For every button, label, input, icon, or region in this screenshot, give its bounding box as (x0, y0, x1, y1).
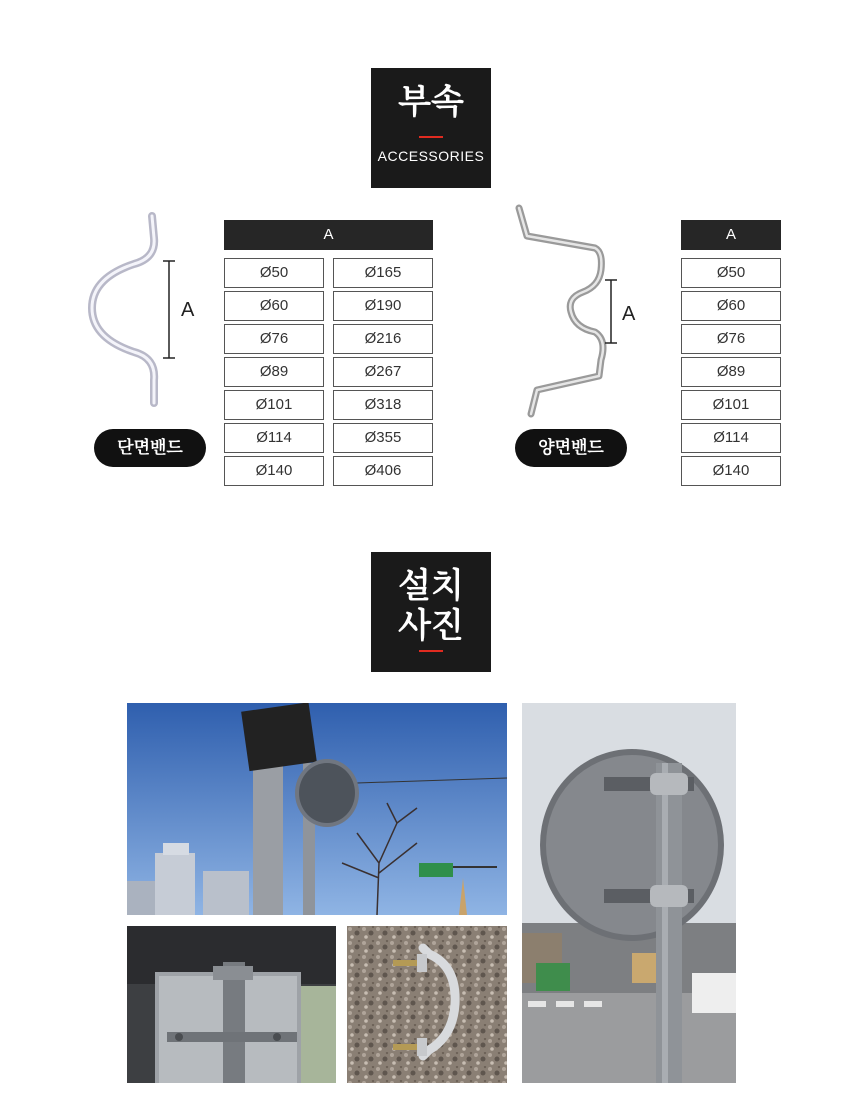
size-cell: Ø165 (333, 258, 433, 288)
size-cell: Ø140 (681, 456, 781, 486)
size-cell: Ø89 (681, 357, 781, 387)
size-cell: Ø60 (224, 291, 324, 321)
double-band-table-header: A (681, 220, 781, 250)
size-cell: Ø318 (333, 390, 433, 420)
accessories-title-box (371, 68, 491, 188)
install-title-divider (419, 650, 443, 652)
size-cell: Ø76 (681, 324, 781, 354)
size-cell: Ø101 (224, 390, 324, 420)
size-cell: Ø50 (224, 258, 324, 288)
install-photo-pole-sky (127, 703, 507, 915)
accessories-title-ko: 부속 (398, 82, 464, 122)
title-divider (419, 136, 443, 138)
size-cell: Ø267 (333, 357, 433, 387)
size-cell: Ø190 (333, 291, 433, 321)
single-band-dimension-label: A (181, 299, 195, 321)
size-cell: Ø60 (681, 291, 781, 321)
single-band-table-header: A (224, 220, 433, 250)
install-title-line1: 설치 (398, 566, 464, 606)
install-title-line2: 사진 (398, 606, 464, 646)
size-cell: Ø216 (333, 324, 433, 354)
size-cell: Ø406 (333, 456, 433, 486)
size-cell: Ø114 (224, 423, 324, 453)
double-band-label: 양면밴드 (515, 429, 627, 467)
accessories-title-en: ACCESSORIES (377, 148, 485, 164)
size-cell: Ø140 (224, 456, 324, 486)
single-band-label: 단면밴드 (94, 429, 206, 467)
install-photo-band-on-gravel (347, 926, 507, 1083)
size-cell: Ø76 (224, 324, 324, 354)
size-cell: Ø89 (224, 357, 324, 387)
install-photo-mirror-back (522, 703, 736, 1083)
double-band-dimension-label: A (622, 303, 636, 325)
size-cell: Ø114 (681, 423, 781, 453)
install-photo-bracket-mount (127, 926, 336, 1083)
size-cell: Ø355 (333, 423, 433, 453)
size-cell: Ø50 (681, 258, 781, 288)
size-cell: Ø101 (681, 390, 781, 420)
install-title-box (371, 552, 491, 672)
